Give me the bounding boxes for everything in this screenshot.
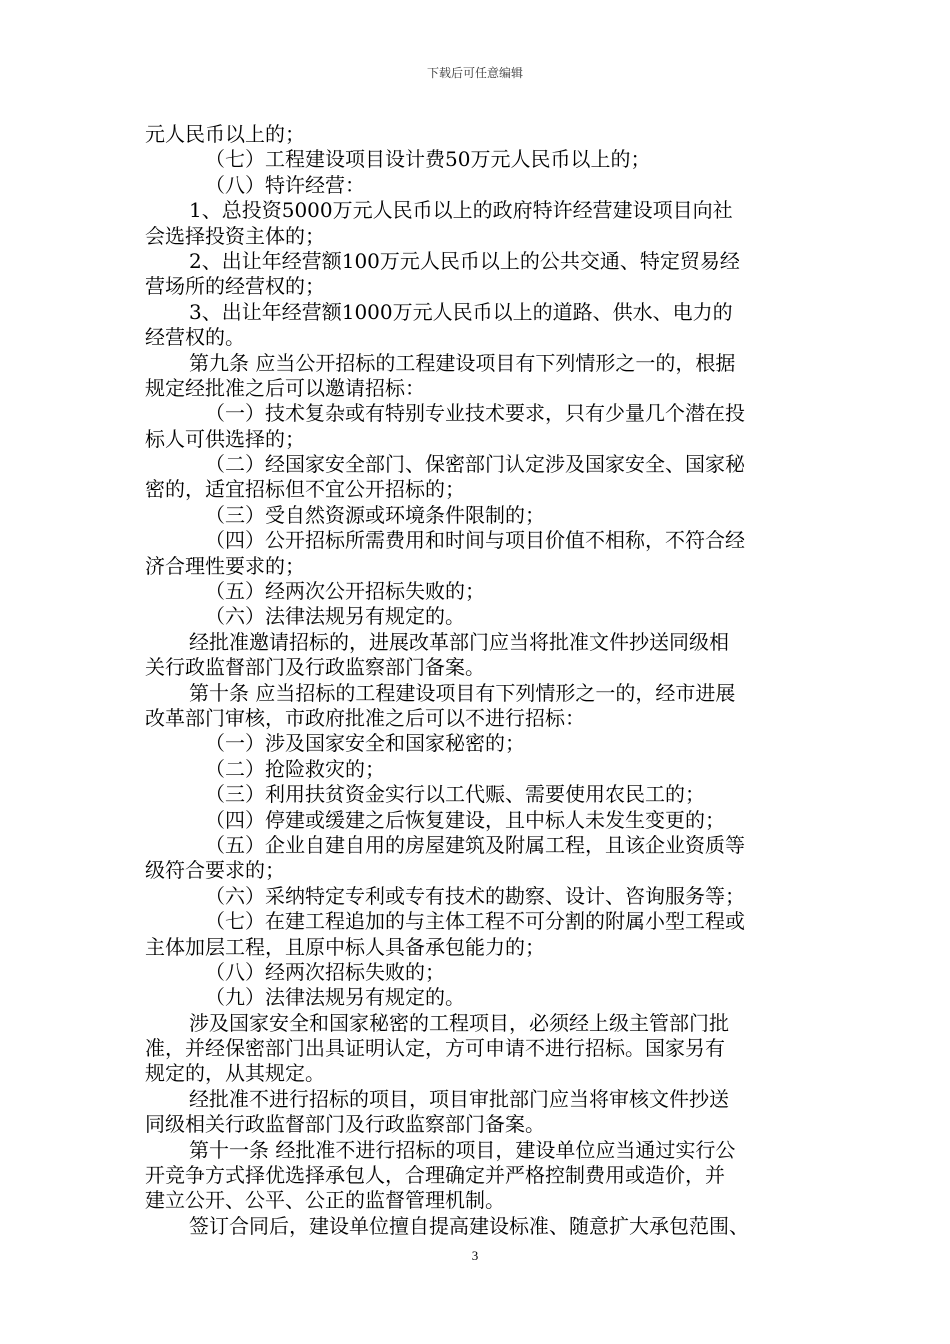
text-line: （五）经两次公开招标失败的； bbox=[205, 579, 485, 604]
text-line: 主体加层工程，且原中标人具备承包能力的； bbox=[145, 934, 545, 959]
text-line: 级符合要求的； bbox=[145, 858, 285, 883]
text-line: （四）停建或缓建之后恢复建设，且中标人未发生变更的； bbox=[205, 807, 725, 832]
text-line: 签订合同后，建设单位擅自提高建设标准、随意扩大承包范围、 bbox=[189, 1213, 749, 1238]
text-line: 营场所的经营权的； bbox=[145, 274, 325, 299]
text-line: （二）经国家安全部门、保密部门认定涉及国家安全、国家秘 bbox=[205, 452, 745, 477]
page-header: 下载后可任意编辑 bbox=[426, 66, 523, 80]
text-line: （七）在建工程追加的与主体工程不可分割的附属小型工程或 bbox=[205, 909, 745, 934]
text-line: （一）涉及国家安全和国家秘密的； bbox=[205, 731, 525, 756]
text-line: （四）公开招标所需费用和时间与项目价值不相称，不符合经 bbox=[205, 528, 745, 553]
text-line: 第十条 应当招标的工程建设项目有下列情形之一的，经市进展 bbox=[189, 680, 736, 705]
page-number: 3 bbox=[471, 1248, 479, 1263]
text-line: 会选择投资主体的； bbox=[145, 223, 325, 248]
text-line: （六）法律法规另有规定的。 bbox=[205, 604, 465, 629]
text-line: 经营权的。 bbox=[145, 325, 245, 350]
text-line: 3、出让年经营额1000万元人民币以上的道路、供水、电力的 bbox=[189, 299, 733, 324]
text-line: （三）利用扶贫资金实行以工代赈、需要使用农民工的； bbox=[205, 782, 705, 807]
text-line: 2、出让年经营额100万元人民币以上的公共交通、特定贸易经 bbox=[189, 248, 740, 273]
text-line: 第十一条 经批准不进行招标的项目，建设单位应当通过实行公 bbox=[189, 1137, 736, 1162]
text-line: 改革部门审核，市政府批准之后可以不进行招标： bbox=[145, 705, 585, 730]
text-line: 同级相关行政监督部门及行政监察部门备案。 bbox=[145, 1112, 545, 1137]
text-line: 涉及国家安全和国家秘密的工程项目，必须经上级主管部门批 bbox=[189, 1010, 729, 1035]
text-line: 元人民币以上的； bbox=[145, 122, 305, 146]
text-line: 规定的，从其规定。 bbox=[145, 1061, 325, 1086]
text-line: 标人可供选择的； bbox=[145, 426, 305, 451]
text-line: 规定经批准之后可以邀请招标： bbox=[145, 375, 425, 400]
text-line: 密的，适宜招标但不宜公开招标的； bbox=[145, 477, 465, 502]
text-line: （八）特许经营： bbox=[205, 172, 365, 197]
text-line: 建立公开、公平、公正的监督管理机制。 bbox=[145, 1188, 505, 1213]
body-text bbox=[145, 122, 805, 1239]
text-line: （七）工程建设项目设计费50万元人民币以上的； bbox=[205, 147, 651, 172]
text-line: （八）经两次招标失败的； bbox=[205, 959, 445, 984]
text-line: 经批准邀请招标的，进展改革部门应当将批准文件抄送同级相 bbox=[189, 629, 729, 654]
text-line: 准，并经保密部门出具证明认定，方可申请不进行招标。国家另有 bbox=[145, 1036, 725, 1061]
text-line: （五）企业自建自用的房屋建筑及附属工程，且该企业资质等 bbox=[205, 832, 745, 857]
text-line: 开竞争方式择优选择承包人，合理确定并严格控制费用或造价，并 bbox=[145, 1163, 725, 1188]
text-line: （二）抢险救灾的； bbox=[205, 756, 385, 781]
text-line: （三）受自然资源或环境条件限制的； bbox=[205, 502, 545, 527]
text-line: 济合理性要求的； bbox=[145, 553, 305, 578]
text-line: 关行政监督部门及行政监察部门备案。 bbox=[145, 655, 485, 680]
text-line: 经批准不进行招标的项目，项目审批部门应当将审核文件抄送 bbox=[189, 1086, 729, 1111]
text-line: （一）技术复杂或有特别专业技术要求，只有少量几个潜在投 bbox=[205, 401, 745, 426]
text-line: （九）法律法规另有规定的。 bbox=[205, 985, 465, 1010]
text-line: 第九条 应当公开招标的工程建设项目有下列情形之一的，根据 bbox=[189, 350, 736, 375]
text-line: 1、总投资5000万元人民币以上的政府特许经营建设项目向社 bbox=[189, 198, 733, 223]
text-line: （六）采纳特定专利或专有技术的勘察、设计、咨询服务等； bbox=[205, 883, 745, 908]
